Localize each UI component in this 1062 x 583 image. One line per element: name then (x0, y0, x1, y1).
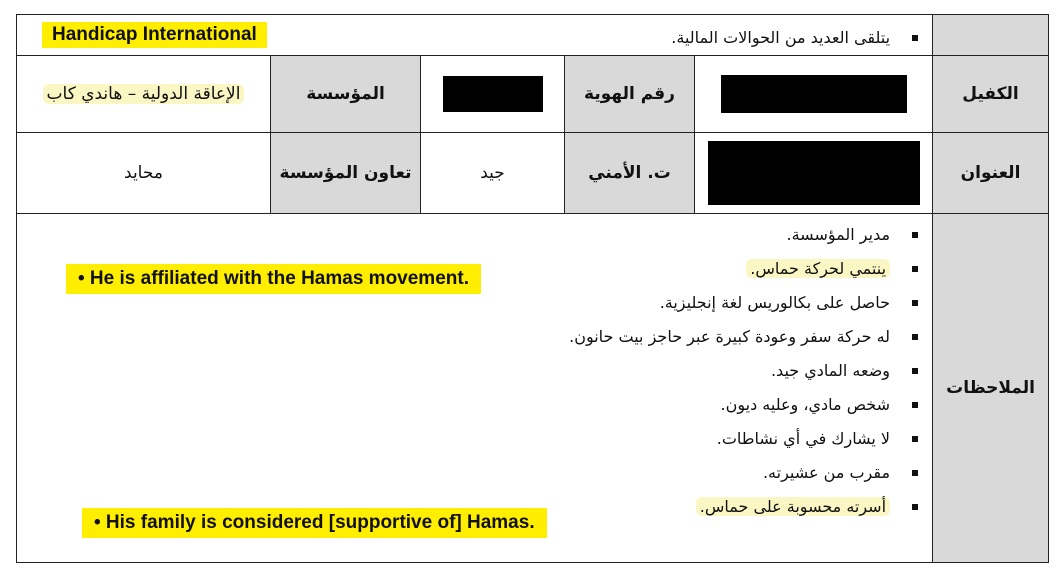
org-value-cell (17, 56, 271, 133)
notes-label: الملاحظات (933, 214, 1049, 563)
redacted-cell (421, 56, 565, 133)
list-item: وضعه المادي جيد. (17, 354, 932, 388)
sponsor-row (17, 56, 1049, 133)
redaction-block (721, 75, 907, 113)
list-item: يتلقى العديد من الحوالات المالية. (17, 21, 932, 55)
redaction-block (708, 141, 920, 205)
notes-list (17, 214, 932, 524)
org-label: المؤسسة (271, 56, 421, 133)
cooperation-value: محايد (17, 133, 271, 214)
org-translation-sticker: Handicap International (42, 22, 267, 48)
list-item: أسرته محسوبة على حماس. (17, 490, 932, 524)
address-row (17, 133, 1049, 214)
sponsor-label: الكفيل (933, 56, 1049, 133)
list-item: مدير المؤسسة. (17, 218, 932, 252)
address-label: العنوان (933, 133, 1049, 214)
org-value: الإعاقة الدولية – هاندي كاب (43, 84, 245, 104)
id-label: رقم الهوية (565, 56, 695, 133)
cooperation-label: تعاون المؤسسة (271, 133, 421, 214)
security-value: جيد (421, 133, 565, 214)
redaction-block (443, 76, 543, 112)
redacted-cell (695, 56, 933, 133)
top-label-cell (933, 15, 1049, 56)
redacted-cell (695, 133, 933, 214)
security-label: ت. الأمني (565, 133, 695, 214)
family-translation-sticker: • His family is considered [supportive of] Hamas. (82, 508, 547, 538)
list-item: لا يشارك في أي نشاطات. (17, 422, 932, 456)
list-item: ينتمي لحركة حماس. (17, 252, 932, 286)
hamas-translation-sticker: • He is affiliated with the Hamas movement. (66, 264, 481, 294)
list-item: له حركة سفر وعودة كبيرة عبر حاجز بيت حانون. (17, 320, 932, 354)
list-item: حاصل على بكالوريس لغة إنجليزية. (17, 286, 932, 320)
list-item: مقرب من عشيرته. (17, 456, 932, 490)
list-item: شخص مادي، وعليه ديون. (17, 388, 932, 422)
